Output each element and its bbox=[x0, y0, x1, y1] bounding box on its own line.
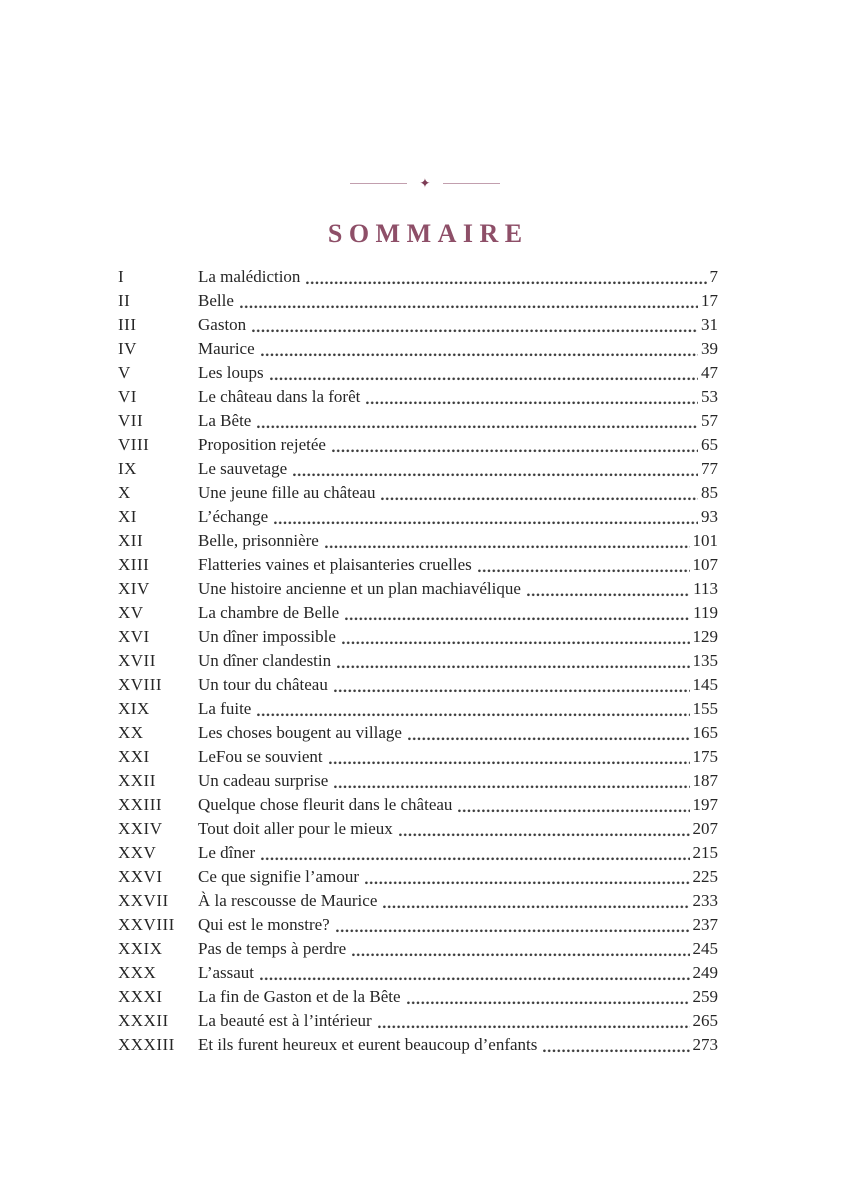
chapter-number: XXVIII bbox=[118, 915, 175, 934]
chapter-number: X bbox=[118, 483, 131, 502]
chapter-title: Tout doit aller pour le mieux bbox=[198, 819, 393, 838]
toc-row bbox=[118, 1009, 718, 1033]
dot-leader bbox=[478, 569, 690, 573]
chapter-number: XVIII bbox=[118, 675, 163, 694]
chapter-page-number: 39 bbox=[701, 339, 718, 358]
chapter-page-number: 259 bbox=[692, 987, 718, 1006]
chapter-page-number: 17 bbox=[701, 291, 718, 310]
chapter-page-number: 187 bbox=[692, 771, 718, 790]
chapter-title: Quelque chose fleurit dans le château bbox=[198, 795, 453, 814]
chapter-number: XXIII bbox=[118, 795, 163, 814]
chapter-title: Le sauvetage bbox=[198, 459, 288, 478]
dot-leader bbox=[334, 689, 690, 693]
chapter-title: Un dîner clandestin bbox=[198, 651, 332, 670]
chapter-number: III bbox=[118, 315, 137, 334]
chapter-page-number: 93 bbox=[701, 507, 718, 526]
chapter-title: LeFou se souvient bbox=[198, 747, 323, 766]
chapter-number: VII bbox=[118, 411, 144, 430]
dot-leader bbox=[274, 521, 698, 525]
chapter-number: II bbox=[118, 291, 131, 310]
chapter-title: Le château dans la forêt bbox=[198, 387, 361, 406]
chapter-number: I bbox=[118, 267, 125, 286]
chapter-title: La malédiction bbox=[198, 267, 301, 286]
chapter-title: Une histoire ancienne et un plan machiavélique bbox=[198, 579, 521, 598]
toc-row bbox=[118, 505, 718, 529]
toc-row bbox=[118, 601, 718, 625]
dot-leader bbox=[329, 761, 690, 765]
toc-row bbox=[118, 481, 718, 505]
dot-leader bbox=[293, 473, 698, 477]
toc-row bbox=[118, 697, 718, 721]
chapter-page-number: 165 bbox=[692, 723, 718, 742]
chapter-title: Belle, prisonnière bbox=[198, 531, 319, 550]
chapter-page-number: 197 bbox=[692, 795, 718, 814]
chapter-number: XXXIII bbox=[118, 1035, 175, 1054]
toc-row bbox=[118, 577, 718, 601]
toc-row bbox=[118, 553, 718, 577]
chapter-page-number: 77 bbox=[701, 459, 718, 478]
dot-leader bbox=[261, 857, 689, 861]
chapter-page-number: 47 bbox=[701, 363, 718, 382]
page-title: SOMMAIRE bbox=[327, 219, 529, 248]
chapter-title: À la rescousse de Maurice bbox=[198, 891, 378, 910]
dot-leader bbox=[270, 377, 698, 381]
chapter-title: Une jeune fille au château bbox=[198, 483, 376, 502]
chapter-number: XII bbox=[118, 531, 144, 550]
toc-row bbox=[118, 337, 718, 361]
chapter-page-number: 85 bbox=[701, 483, 718, 502]
chapter-title: La fuite bbox=[198, 699, 252, 718]
dot-leader bbox=[399, 833, 690, 837]
dot-leader bbox=[458, 809, 689, 813]
chapter-number: XIX bbox=[118, 699, 150, 718]
chapter-page-number: 145 bbox=[692, 675, 718, 694]
dot-leader bbox=[365, 881, 690, 885]
chapter-page-number: 215 bbox=[692, 843, 718, 862]
chapter-title: Les loups bbox=[198, 363, 264, 382]
chapter-title: Un cadeau surprise bbox=[198, 771, 329, 790]
chapter-page-number: 53 bbox=[701, 387, 718, 406]
dot-leader bbox=[261, 353, 698, 357]
chapter-title: Un tour du château bbox=[198, 675, 328, 694]
toc-row bbox=[118, 889, 718, 913]
chapter-title: Et ils furent heureux et eurent beaucoup d’enfants bbox=[198, 1035, 538, 1054]
chapter-number: XXXI bbox=[118, 987, 163, 1006]
chapter-page-number: 237 bbox=[692, 915, 718, 934]
chapter-page-number: 245 bbox=[692, 939, 718, 958]
chapter-page-number: 7 bbox=[709, 267, 718, 286]
chapter-page-number: 249 bbox=[692, 963, 718, 982]
chapter-title: L’échange bbox=[198, 507, 269, 526]
chapter-number: VI bbox=[118, 387, 137, 406]
chapter-number: XXVI bbox=[118, 867, 163, 886]
toc-row bbox=[118, 529, 718, 553]
chapter-page-number: 113 bbox=[693, 579, 718, 598]
chapter-number: XX bbox=[118, 723, 144, 742]
toc-row bbox=[118, 841, 718, 865]
dot-leader bbox=[260, 977, 689, 981]
toc-row bbox=[118, 433, 718, 457]
chapter-number: XVI bbox=[118, 627, 150, 646]
chapter-title: La beauté est à l’intérieur bbox=[198, 1011, 372, 1030]
toc-row bbox=[118, 913, 718, 937]
chapter-title: Les choses bougent au village bbox=[198, 723, 402, 742]
dot-leader bbox=[257, 713, 689, 717]
dot-leader bbox=[257, 425, 698, 429]
chapter-number: XXV bbox=[118, 843, 157, 862]
chapter-title: Proposition rejetée bbox=[198, 435, 326, 454]
chapter-number: XXVII bbox=[118, 891, 169, 910]
chapter-title: Ce que signifie l’amour bbox=[198, 867, 359, 886]
toc-row bbox=[118, 1033, 718, 1057]
chapter-number: XI bbox=[118, 507, 137, 526]
chapter-number: XXX bbox=[118, 963, 157, 982]
chapter-page-number: 273 bbox=[692, 1035, 718, 1054]
chapter-title: L’assaut bbox=[198, 963, 255, 982]
chapter-number: VIII bbox=[118, 435, 150, 454]
chapter-page-number: 101 bbox=[692, 531, 718, 550]
toc-row bbox=[118, 289, 718, 313]
dot-leader bbox=[332, 449, 698, 453]
chapter-page-number: 233 bbox=[692, 891, 718, 910]
chapter-page-number: 175 bbox=[692, 747, 718, 766]
dot-leader bbox=[381, 497, 698, 501]
toc-row bbox=[118, 817, 718, 841]
dot-leader bbox=[383, 905, 689, 909]
dot-leader bbox=[306, 281, 706, 285]
chapter-title: La fin de Gaston et de la Bête bbox=[198, 987, 401, 1006]
chapter-page-number: 129 bbox=[692, 627, 718, 646]
chapter-number: XVII bbox=[118, 651, 156, 670]
dot-leader bbox=[407, 1001, 690, 1005]
chapter-page-number: 207 bbox=[692, 819, 718, 838]
toc-row bbox=[118, 457, 718, 481]
chapter-title: Belle bbox=[198, 291, 234, 310]
toc-row bbox=[118, 385, 718, 409]
chapter-page-number: 265 bbox=[692, 1011, 718, 1030]
chapter-number: XV bbox=[118, 603, 144, 622]
chapter-page-number: 225 bbox=[692, 867, 718, 886]
dot-leader bbox=[325, 545, 690, 549]
dot-leader bbox=[345, 617, 690, 621]
dot-leader bbox=[378, 1025, 690, 1029]
dot-leader bbox=[342, 641, 690, 645]
chapter-page-number: 155 bbox=[692, 699, 718, 718]
toc-row bbox=[118, 313, 718, 337]
dot-leader bbox=[352, 953, 689, 957]
chapter-number: XIV bbox=[118, 579, 150, 598]
toc-row bbox=[118, 769, 718, 793]
toc-row bbox=[118, 793, 718, 817]
ornament bbox=[0, 176, 850, 191]
dot-leader bbox=[240, 305, 698, 309]
toc-row bbox=[118, 265, 718, 289]
toc-list bbox=[0, 265, 850, 1057]
dot-leader bbox=[543, 1049, 689, 1053]
chapter-number: XIII bbox=[118, 555, 150, 574]
dot-leader bbox=[408, 737, 690, 741]
toc-row bbox=[118, 721, 718, 745]
chapter-title: La chambre de Belle bbox=[198, 603, 340, 622]
chapter-page-number: 31 bbox=[701, 315, 718, 334]
toc-row bbox=[118, 625, 718, 649]
chapter-title: La Bête bbox=[198, 411, 252, 430]
chapter-title: Flatteries vaines et plaisanteries cruelles bbox=[198, 555, 472, 574]
dot-leader bbox=[334, 785, 689, 789]
chapter-page-number: 135 bbox=[692, 651, 718, 670]
chapter-page-number: 107 bbox=[692, 555, 718, 574]
chapter-page-number: 119 bbox=[693, 603, 718, 622]
chapter-number: IX bbox=[118, 459, 137, 478]
toc-row bbox=[118, 673, 718, 697]
toc-row bbox=[118, 361, 718, 385]
dot-leader bbox=[252, 329, 698, 333]
dot-leader bbox=[337, 665, 689, 669]
toc-row bbox=[118, 937, 718, 961]
ornament-line-right bbox=[443, 183, 500, 185]
toc-row bbox=[118, 745, 718, 769]
ornament-line-left bbox=[350, 183, 407, 185]
chapter-title: Qui est le monstre? bbox=[198, 915, 330, 934]
chapter-title: Gaston bbox=[198, 315, 247, 334]
toc-row bbox=[118, 649, 718, 673]
toc-row bbox=[118, 865, 718, 889]
chapter-number: XXIX bbox=[118, 939, 163, 958]
dot-leader bbox=[366, 401, 698, 405]
chapter-number: XXIV bbox=[118, 819, 163, 838]
chapter-number: XXII bbox=[118, 771, 156, 790]
chapter-number: XXI bbox=[118, 747, 150, 766]
chapter-number: XXXII bbox=[118, 1011, 169, 1030]
dot-leader bbox=[336, 929, 690, 933]
chapter-number: V bbox=[118, 363, 131, 382]
dot-leader bbox=[527, 593, 690, 597]
chapter-number: IV bbox=[118, 339, 137, 358]
toc-row bbox=[118, 985, 718, 1009]
star-icon: ✦ bbox=[419, 175, 431, 191]
toc-row bbox=[118, 961, 718, 985]
chapter-page-number: 57 bbox=[701, 411, 718, 430]
chapter-page-number: 65 bbox=[701, 435, 718, 454]
chapter-title: Un dîner impossible bbox=[198, 627, 336, 646]
chapter-title: Maurice bbox=[198, 339, 255, 358]
chapter-title: Le dîner bbox=[198, 843, 256, 862]
chapter-title: Pas de temps à perdre bbox=[198, 939, 347, 958]
toc-row bbox=[118, 409, 718, 433]
